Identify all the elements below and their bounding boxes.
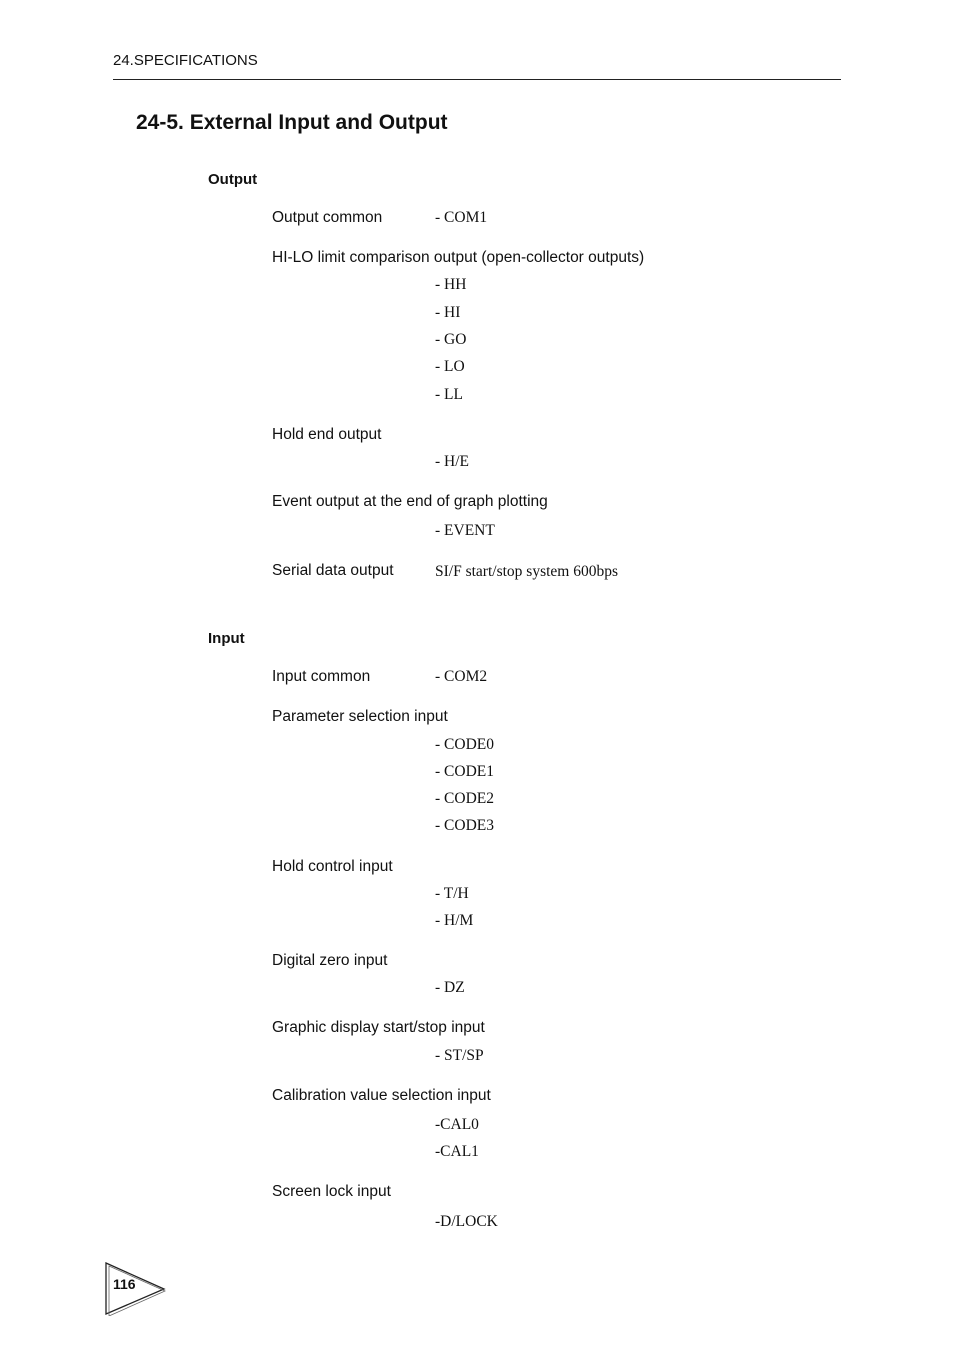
param-sel-value: - CODE0: [435, 736, 494, 753]
calibration-value: -CAL1: [435, 1143, 479, 1160]
calibration-value: -CAL0: [435, 1116, 479, 1133]
param-sel-value: - CODE3: [435, 817, 494, 834]
running-header: 24.SPECIFICATIONS: [113, 52, 258, 69]
screen-lock-value: -D/LOCK: [435, 1213, 498, 1230]
hold-ctrl-label: Hold control input: [272, 858, 393, 875]
hilo-value: - HH: [435, 276, 467, 293]
hilo-label: HI-LO limit comparison output (open-collector outputs): [272, 249, 645, 266]
param-sel-value: - CODE2: [435, 790, 494, 807]
page-number: 116: [113, 1276, 136, 1292]
digital-zero-label: Digital zero input: [272, 952, 388, 969]
digital-zero-value: - DZ: [435, 979, 465, 996]
input-common-value: - COM2: [435, 668, 488, 685]
hold-ctrl-value: - H/M: [435, 912, 474, 929]
hilo-value: - GO: [435, 331, 467, 348]
input-heading: Input: [208, 630, 245, 647]
page-title: 24-5. External Input and Output: [136, 111, 448, 134]
event-value: - EVENT: [435, 522, 495, 539]
param-sel-value: - CODE1: [435, 763, 494, 780]
hilo-value: - LO: [435, 358, 465, 375]
event-label: Event output at the end of graph plotting: [272, 493, 548, 510]
input-common-label: Input common: [272, 668, 371, 685]
graphic-label: Graphic display start/stop input: [272, 1019, 485, 1036]
hilo-value: - LL: [435, 386, 463, 403]
hold-ctrl-value: - T/H: [435, 885, 469, 902]
serial-value: SI/F start/stop system 600bps: [435, 563, 619, 580]
calibration-label: Calibration value selection input: [272, 1087, 491, 1104]
output-common-value: - COM1: [435, 209, 488, 226]
serial-label: Serial data output: [272, 562, 394, 579]
output-common-label: Output common: [272, 209, 383, 226]
header-rule: [113, 79, 841, 80]
screen-lock-label: Screen lock input: [272, 1183, 391, 1200]
hilo-value: - HI: [435, 304, 461, 321]
hold-end-label: Hold end output: [272, 426, 382, 443]
param-sel-label: Parameter selection input: [272, 708, 448, 725]
output-heading: Output: [208, 171, 258, 188]
hold-end-value: - H/E: [435, 453, 470, 470]
graphic-value: - ST/SP: [435, 1047, 484, 1064]
